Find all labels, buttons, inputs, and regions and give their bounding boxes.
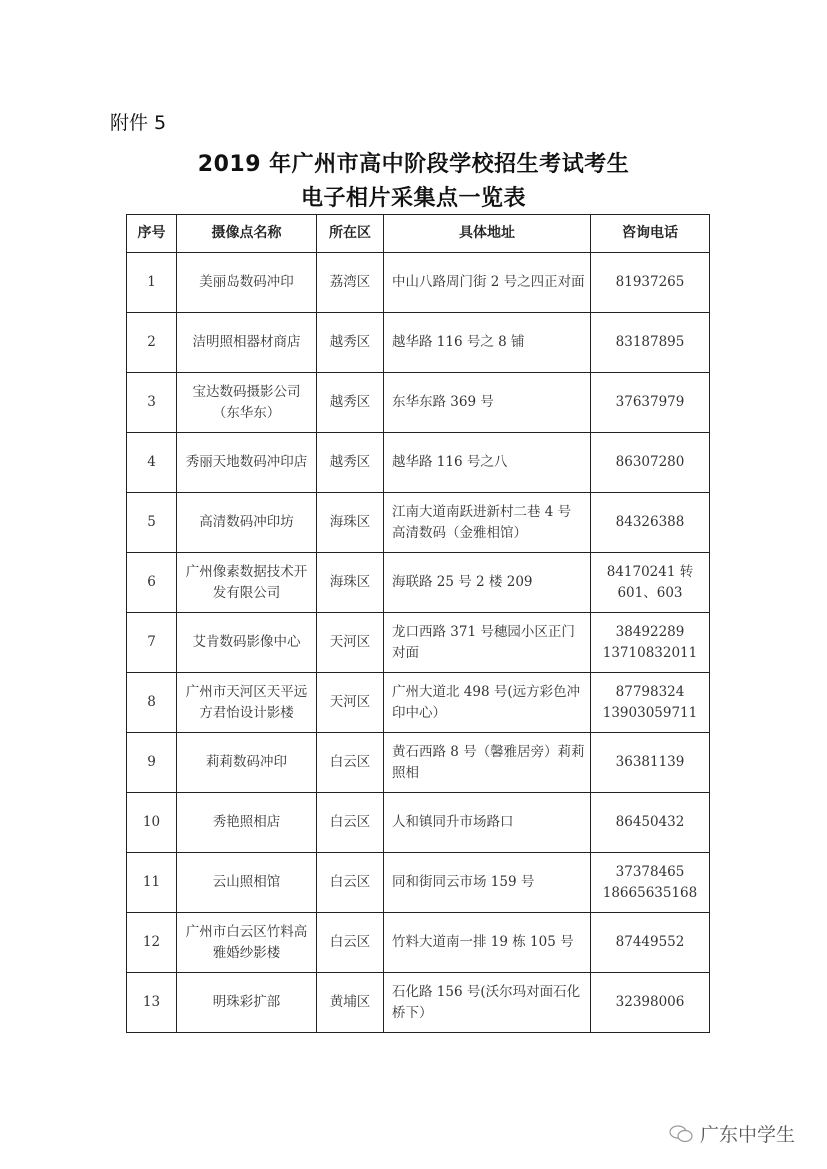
cell-index: 9 [127,733,177,793]
cell-site-name: 洁明照相器材商店 [177,313,317,373]
document-title-line2: 电子相片采集点一览表 [300,186,526,211]
attachment-label: 附件 5 [110,112,167,134]
cell-phone: 37637979 [591,373,710,433]
cell-district: 白云区 [317,853,384,913]
table-row [127,793,710,853]
cell-phone: 87798324 13903059711 [591,673,710,733]
cell-phone: 86450432 [591,793,710,853]
cell-site-name: 明珠彩扩部 [177,973,317,1033]
cell-address: 海联路 25 号 2 楼 209 [384,553,591,613]
cell-site-name: 秀丽天地数码冲印店 [177,433,317,493]
document-title-line1: 2019 年广州市高中阶段学校招生考试考生 [197,152,630,177]
cell-address: 石化路 156 号(沃尔玛对面石化桥下） [384,973,591,1033]
photo-collection-sites-table [126,214,710,1033]
cell-phone: 38492289 13710832011 [591,613,710,673]
cell-address: 越华路 116 号之八 [384,433,591,493]
table-row [127,433,710,493]
cell-phone: 84326388 [591,493,710,553]
cell-site-name: 美丽岛数码冲印 [177,253,317,313]
table-row [127,553,710,613]
cell-index: 5 [127,493,177,553]
cell-index: 1 [127,253,177,313]
table-row [127,313,710,373]
cell-address: 广州大道北 498 号(远方彩色冲印中心） [384,673,591,733]
table-row [127,673,710,733]
cell-address: 江南大道南跃进新村二巷 4 号 高清数码（金雅相馆） [384,493,591,553]
cell-site-name: 秀艳照相店 [177,793,317,853]
cell-district: 白云区 [317,793,384,853]
cell-phone: 36381139 [591,733,710,793]
cell-address: 越华路 116 号之 8 铺 [384,313,591,373]
table-row [127,253,710,313]
cell-address: 黄石西路 8 号（馨雅居旁）莉莉照相 [384,733,591,793]
header-district: 所在区 [317,215,384,253]
cell-site-name: 云山照相馆 [177,853,317,913]
cell-phone: 87449552 [591,913,710,973]
cell-district: 天河区 [317,613,384,673]
header-site-name: 摄像点名称 [177,215,317,253]
cell-district: 越秀区 [317,373,384,433]
cell-district: 荔湾区 [317,253,384,313]
cell-index: 11 [127,853,177,913]
header-index: 序号 [127,215,177,253]
cell-site-name: 广州市天河区天平远方君怡设计影楼 [177,673,317,733]
table-header-row [127,215,710,253]
cell-site-name: 高清数码冲印坊 [177,493,317,553]
cell-index: 7 [127,613,177,673]
table-row [127,853,710,913]
cell-index: 8 [127,673,177,733]
cell-index: 2 [127,313,177,373]
wechat-icon [668,1124,694,1144]
cell-district: 黄埔区 [317,973,384,1033]
cell-phone: 83187895 [591,313,710,373]
cell-index: 3 [127,373,177,433]
cell-phone: 86307280 [591,433,710,493]
cell-district: 海珠区 [317,553,384,613]
cell-phone: 81937265 [591,253,710,313]
watermark [668,1120,795,1147]
cell-address: 人和镇同升市场路口 [384,793,591,853]
header-address: 具体地址 [384,215,591,253]
header-phone: 咨询电话 [591,215,710,253]
cell-address: 中山八路周门街 2 号之四正对面 [384,253,591,313]
cell-district: 越秀区 [317,433,384,493]
table-row [127,613,710,673]
cell-index: 12 [127,913,177,973]
watermark-text: 广东中学生 [700,1124,796,1146]
cell-site-name: 莉莉数码冲印 [177,733,317,793]
table-row [127,493,710,553]
cell-district: 天河区 [317,673,384,733]
table-row [127,373,710,433]
cell-index: 6 [127,553,177,613]
cell-district: 白云区 [317,913,384,973]
cell-phone: 37378465 18665635168 [591,853,710,913]
cell-index: 4 [127,433,177,493]
cell-address: 同和街同云市场 159 号 [384,853,591,913]
cell-phone: 84170241 转 601、603 [591,553,710,613]
cell-site-name: 广州像素数据技术开发有限公司 [177,553,317,613]
cell-district: 白云区 [317,733,384,793]
cell-address: 竹料大道南一排 19 栋 105 号 [384,913,591,973]
table-row [127,973,710,1033]
cell-site-name: 宝达数码摄影公司（东华东） [177,373,317,433]
cell-district: 越秀区 [317,313,384,373]
cell-phone: 32398006 [591,973,710,1033]
cell-site-name: 广州市白云区竹料高雅婚纱影楼 [177,913,317,973]
cell-index: 10 [127,793,177,853]
cell-address: 龙口西路 371 号穗园小区正门对面 [384,613,591,673]
table-row [127,913,710,973]
cell-index: 13 [127,973,177,1033]
cell-site-name: 艾肯数码影像中心 [177,613,317,673]
cell-address: 东华东路 369 号 [384,373,591,433]
table-row [127,733,710,793]
cell-district: 海珠区 [317,493,384,553]
